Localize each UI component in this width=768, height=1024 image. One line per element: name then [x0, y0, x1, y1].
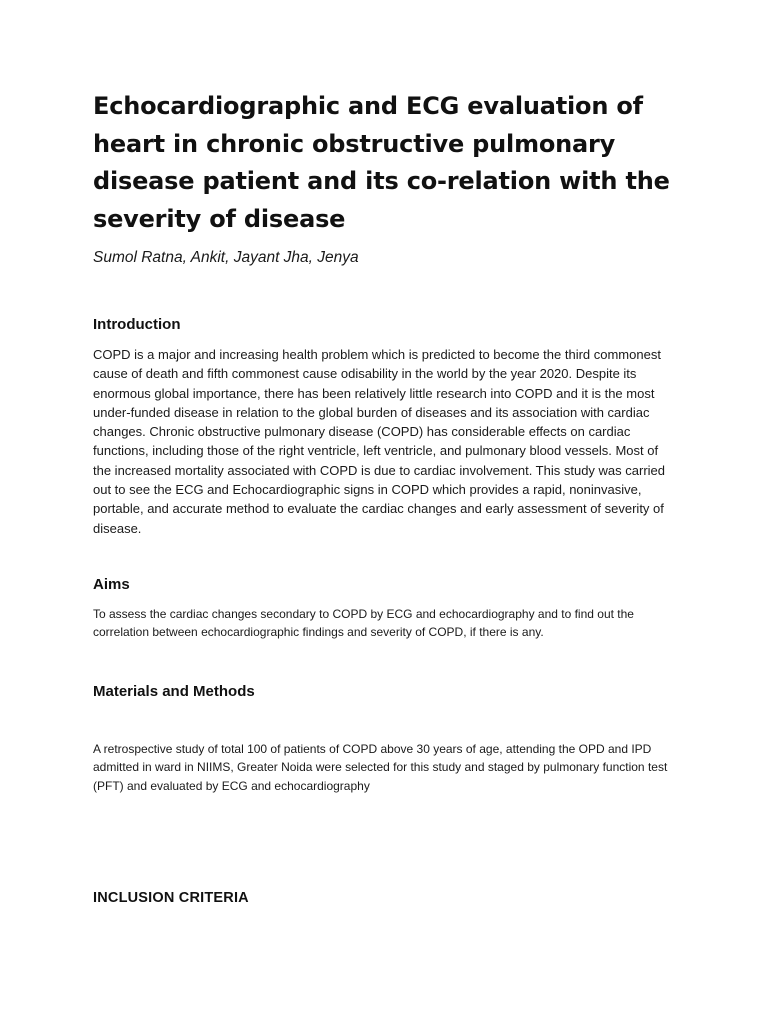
page-content: [93, 88, 677, 908]
materials-and-methods-heading: Materials and Methods: [93, 682, 255, 700]
introduction-heading: Introduction: [93, 316, 181, 333]
aims-heading: Aims: [93, 575, 130, 593]
introduction-paragraph: COPD is a major and increasing health problem which is predicted to become the third commonest cause of death and fifth commonest cause odisability in the world by the year 2020. Despite its enormous global importance, there has been relatively little research into COPD and it is the most under-funded disease in relation to the global burden of diseases and its association with cardiac changes. Chronic obstructive pulmonary disease (COPD) has considerable effects on cardiac functions, including those of the right ventricle, left ventricle, and pulmonary blood vessels. Most of the increased mortality associated with COPD is due to cardiac involvement. This study was carried out to see the ECG and Echocardiographic signs in COPD which provides a rapid, noninvasive, portable, and accurate method to evaluate the cardiac changes and early assessment of severity of disease.: [93, 347, 666, 536]
paper-title: Echocardiographic and ECG evaluation of heart in chronic obstructive pulmonary disease patient and its co-relation with the severity of disease: [93, 92, 670, 233]
paper-authors: Sumol Ratna, Ankit, Jayant Jha, Jenya: [93, 249, 359, 266]
materials-and-methods-paragraph: A retrospective study of total 100 of patients of COPD above 30 years of age, attending the OPD and IPD admitted in ward in NIIMS, Greater Noida were selected for this study and staged by pulmonary function test (PFT) and evaluated by ECG and echocardiography: [93, 741, 668, 793]
aims-paragraph: To assess the cardiac changes secondary to COPD by ECG and echocardiography and to find out the correlation between echocardiographic findings and severity of COPD, if there is any.: [93, 606, 634, 640]
inclusion-criteria-heading: INCLUSION CRITERIA: [93, 890, 249, 907]
